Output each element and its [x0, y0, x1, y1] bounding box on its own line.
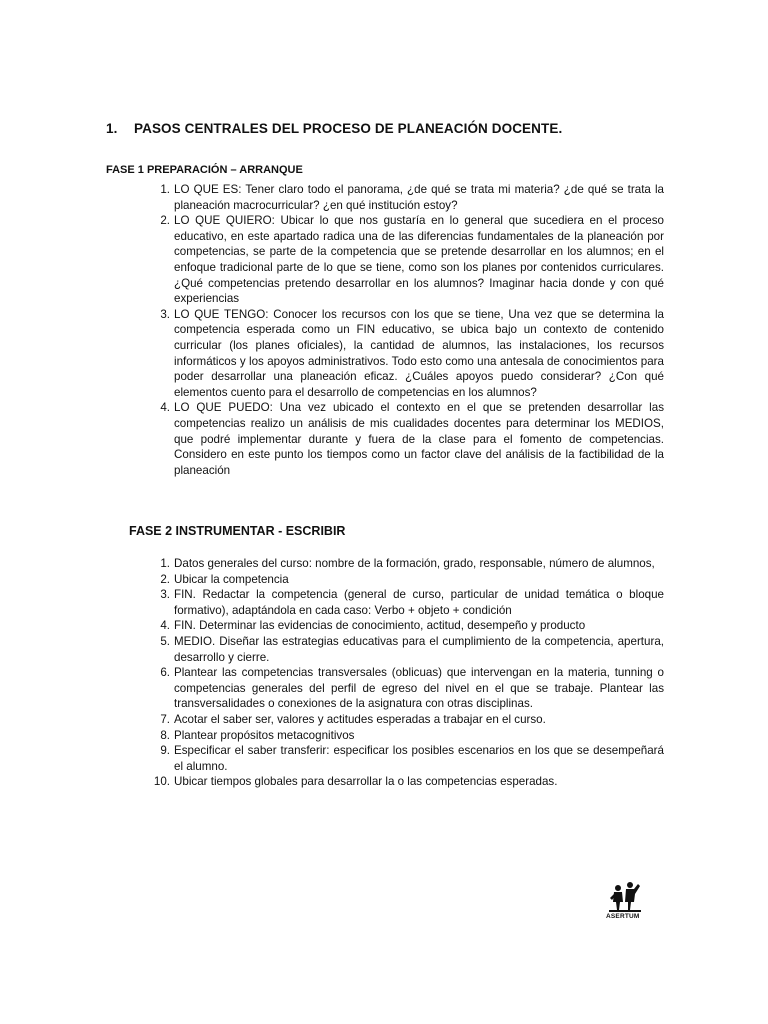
list-item-number: 10.	[153, 775, 170, 789]
list-item	[148, 712, 664, 728]
list-item-text: LO QUE PUEDO: Una vez ubicado el contexto en el que se pretenden desarrollar las competencias realizo un análisis de mis cualidades docentes para determinar los MEDIOS, que podré implementar durante y fuera de la clase para el fomento de competencias. Considero en este punto los tiempos como un factor clave del análisis de la factibilidad de la planeación	[174, 401, 664, 477]
section-number: 1.	[106, 121, 118, 136]
list-item-text: MEDIO. Diseñar las estrategias educativas para el cumplimiento de la competencia, apertura, desarrollo y cierre.	[174, 634, 664, 664]
list-item	[148, 213, 664, 307]
phase-2-list	[148, 556, 664, 790]
logo-text: ASERTUM	[606, 913, 640, 920]
list-item-number: 7.	[160, 712, 170, 726]
list-item	[148, 728, 664, 744]
list-item	[148, 587, 664, 618]
phase-2-title: FASE 2 INSTRUMENTAR - ESCRIBIR	[129, 524, 346, 538]
list-item-text: Acotar el saber ser, valores y actitudes esperadas a trabajar en el curso.	[174, 712, 546, 726]
list-item	[148, 182, 664, 213]
phase-1-title: FASE 1 PREPARACIÓN – ARRANQUE	[106, 164, 303, 176]
list-item-text: FIN. Redactar la competencia (general de curso, particular de unidad temática o bloque formativo), adaptándola en cada caso: Verbo + objeto + condición	[174, 588, 664, 617]
list-item	[148, 774, 664, 790]
list-item-number: 1.	[160, 557, 170, 570]
list-item-text: Especificar el saber transferir: especificar los posibles escenarios en los que se desempeñará el alumno.	[174, 744, 664, 773]
list-item	[148, 307, 664, 401]
list-item	[148, 665, 664, 712]
phase-1-list	[148, 182, 664, 478]
list-item-text: Ubicar tiempos globales para desarrollar la o las competencias esperadas.	[174, 775, 558, 789]
list-item	[148, 572, 664, 588]
list-item-number: 1.	[160, 183, 170, 196]
list-item-text: Datos generales del curso: nombre de la formación, grado, responsable, número de alumnos,	[174, 557, 655, 570]
list-item	[148, 743, 664, 774]
list-item	[148, 400, 664, 478]
list-item-number: 9.	[160, 744, 170, 758]
list-item	[148, 634, 664, 665]
list-item-number: 8.	[160, 728, 170, 742]
list-item-text: LO QUE QUIERO: Ubicar lo que nos gustaría en lo general que sucediera en el proceso educativo, en este apartado radica una de las diferencias fundamentales de la planeación por competencias, se parte de la competencia que se pretende desarrollar en los alumnos; en el enfoque tradicional parte de lo que se tiene, como son los planes por contenidos curriculares. ¿Qué competencias pretendo desarrollar en los alumnos? Imaginar hacia donde y con qué experiencias	[174, 214, 664, 306]
list-item	[148, 618, 664, 634]
list-item-number: 6.	[160, 666, 170, 680]
list-item-number: 3.	[160, 588, 170, 602]
list-item	[148, 556, 664, 572]
list-item-number: 4.	[160, 401, 170, 415]
list-item-number: 3.	[160, 307, 170, 321]
list-item-number: 4.	[160, 619, 170, 633]
list-item-number: 2.	[160, 214, 170, 228]
section-heading	[106, 121, 562, 136]
list-item-number: 2.	[160, 572, 170, 586]
list-item-text: FIN. Determinar las evidencias de conocimiento, actitud, desempeño y producto	[174, 619, 586, 633]
list-item-text: LO QUE TENGO: Conocer los recursos con los que se tiene, Una vez que se determina la competencia esperada como un FIN educativo, se ubica bajo un contexto de contenido curricular (los planes oficiales), la cantidad de alumnos, las instalaciones, los recursos informáticos y los apoyos administrativos. Todo esto como una antesala de conocimientos para poder desarrollar una planeación eficaz. ¿Cuáles apoyos puedo considerar? ¿Con qué elementos cuento para el desarrollo de competencias en los alumnos?	[174, 307, 664, 399]
list-item-text: Plantear las competencias transversales (oblicuas) que intervengan en la materia, tunning o competencias generales del perfil de egreso del nivel en el que se trabaje. Plantear las transversalidades o conexiones de la asignatura con otras disciplinas.	[174, 666, 664, 711]
list-item-text: LO QUE ES: Tener claro todo el panorama, ¿de qué se trata mi materia? ¿de qué se trata la planeación macrocurricular? ¿en qué institución estoy?	[174, 183, 664, 212]
list-item-text: Ubicar la competencia	[174, 572, 289, 586]
section-title: PASOS CENTRALES DEL PROCESO DE PLANEACIÓN DOCENTE.	[134, 121, 563, 136]
list-item-number: 5.	[160, 634, 170, 648]
list-item-text: Plantear propósitos metacognitivos	[174, 728, 355, 742]
